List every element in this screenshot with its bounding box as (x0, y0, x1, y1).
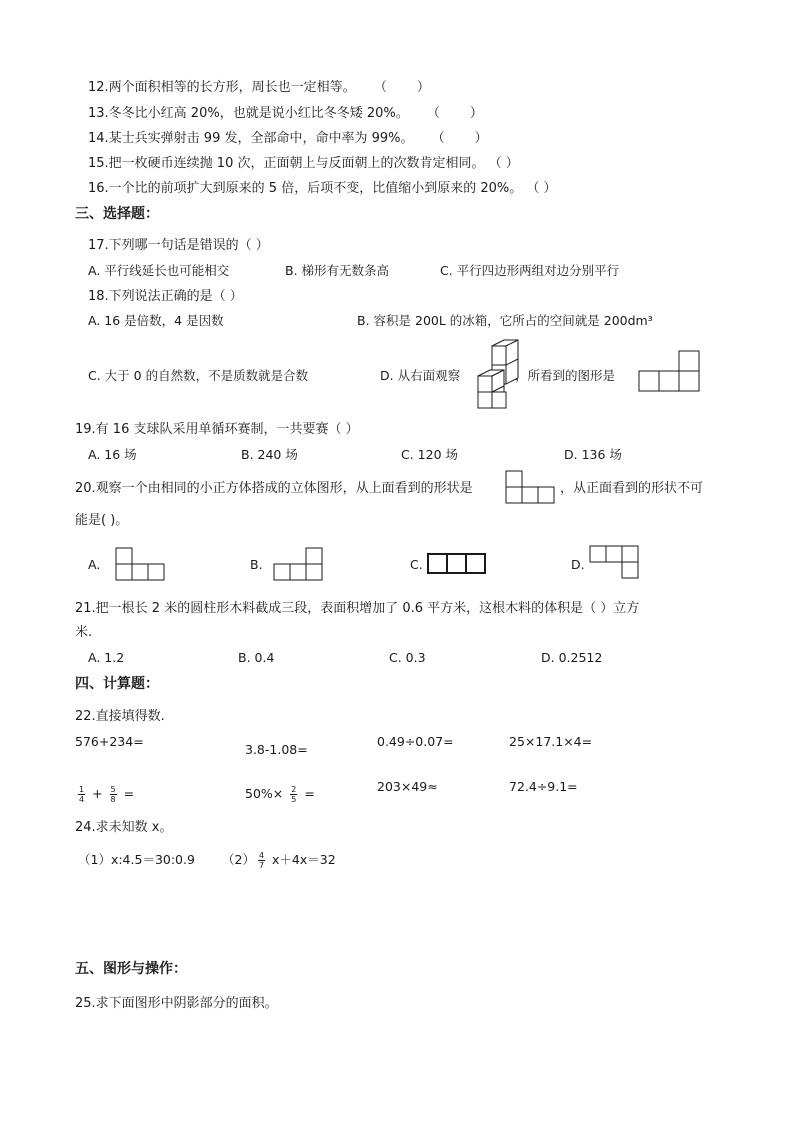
option-a-figure (114, 547, 166, 583)
question-22-stem: 22.直接填得数. (75, 709, 165, 724)
question-14-text: 14.某士兵实弹射击 99 发，全部命中，命中率为 99%。 (88, 131, 414, 146)
answer-paren-close: ） (474, 131, 488, 146)
question-21-option-b: B. 0.4 (238, 650, 275, 665)
calc-expression-4: 25×17.1×4= (509, 734, 593, 749)
fraction-one-quarter: $\frac{1}{4}$ (79, 785, 85, 804)
question-14 (88, 130, 488, 148)
fraction-two-fifths: $\frac{2}{5}$ (291, 785, 297, 804)
question-15 (88, 155, 519, 173)
question-13-text: 13.冬冬比小红高 20%，也就是说小红比冬冬矮 20%。 (88, 106, 409, 121)
question-17-option-b: B. 梯形有无数条高 (285, 263, 390, 278)
section-5-title: 五、图形与操作： (75, 961, 187, 977)
calc-expression-8: 72.4÷9.1= (509, 779, 578, 794)
question-18-stem: 18.下列说法正确的是（ ） (88, 289, 243, 304)
fraction-five-eighths: $\frac{5}{8}$ (110, 785, 116, 804)
calc-expression-5: $\frac{1}{4}$ + $\frac{5}{8}$ = (79, 785, 135, 804)
question-25-stem: 25.求下面图形中阴影部分的面积。 (75, 996, 278, 1011)
question-21-option-a: A. 1.2 (88, 650, 125, 665)
equation-1: （1）x:4.5＝30:0.9 (78, 852, 195, 867)
calc-expression-1: 576+234= (75, 734, 144, 749)
calc-expression-6: 50%× $\frac{2}{5}$ = (245, 785, 315, 804)
question-24-stem: 24.求未知数 x。 (75, 820, 173, 835)
question-19-stem: 19.有 16 支球队采用单循环赛制，一共要赛（ ） (75, 422, 359, 437)
question-20-option-a: A. (88, 557, 101, 572)
section-3-title: 三、选择题： (75, 206, 159, 222)
question-19-option-a: A. 16 场 (88, 447, 137, 462)
question-19-option-c: C. 120 场 (401, 447, 459, 462)
question-20-stem-part2: ，从正面看到的形状不可 (560, 481, 704, 496)
question-12 (88, 79, 430, 97)
calc-expression-2: 3.8-1.08= (245, 742, 308, 757)
answer-paren: （ ） (526, 181, 557, 196)
right-view-figure (637, 350, 701, 396)
question-17-option-c: C. 平行四边形两组对边分别平行 (440, 263, 620, 278)
question-20-option-d: D. (571, 557, 585, 572)
cube-stack-figure (470, 340, 520, 410)
question-16 (88, 180, 557, 198)
question-18-option-d-part2: ，所看到的图形是 (515, 368, 616, 383)
calc-expression-3: 0.49÷0.07= (377, 734, 454, 749)
option-d-figure (588, 545, 640, 581)
answer-paren: （ ） (488, 156, 519, 171)
question-17-option-a: A. 平行线延长也可能相交 (88, 263, 230, 278)
equation-2: （2） $\frac{4}{7}$ x＋4x＝32 (222, 851, 336, 870)
question-15-text: 15.把一枚硬币连续抛 10 次，正面朝上与反面朝上的次数肯定相同。 (88, 156, 485, 171)
question-21-option-d: D. 0.2512 (541, 650, 603, 665)
question-20-stem-part1: 20.观察一个由相同的小正方体搭成的立体图形，从上面看到的形状是 (75, 481, 473, 496)
question-19-option-d: D. 136 场 (564, 447, 622, 462)
question-18-option-b: B. 容积是 200L 的冰箱，它所占的空间就是 200dm³ (357, 313, 653, 328)
answer-paren-open: （ (373, 80, 387, 95)
option-c-figure (426, 553, 488, 575)
question-19-option-b: B. 240 场 (241, 447, 298, 462)
question-16-text: 16.一个比的前项扩大到原来的 5 倍，后项不变，比值缩小到原来的 20%。 (88, 181, 523, 196)
question-18-option-d-part1: D. 从右面观察 (380, 368, 461, 383)
question-17-stem: 17.下列哪一句话是错误的（ ） (88, 238, 269, 253)
answer-paren-close: ） (416, 80, 430, 95)
question-21-stem-part2: 米. (75, 625, 93, 640)
question-21-stem-part1: 21.把一根长 2 米的圆柱形木料截成三段，表面积增加了 0.6 平方米，这根木料的体积是（ ）立方 (75, 601, 640, 616)
question-18-option-a: A. 16 是倍数，4 是因数 (88, 313, 224, 328)
question-18-option-c: C. 大于 0 的自然数，不是质数就是合数 (88, 368, 309, 383)
question-13 (88, 105, 483, 123)
section-4-title: 四、计算题： (75, 676, 159, 692)
question-20-option-c: C. (410, 557, 423, 572)
question-20-option-b: B. (250, 557, 263, 572)
option-b-figure (272, 547, 324, 583)
answer-paren-open: （ (426, 106, 440, 121)
answer-paren-open: （ (431, 131, 445, 146)
calc-expression-7: 203×49≈ (377, 779, 438, 794)
top-view-figure (505, 470, 555, 506)
fraction-four-sevenths: $\frac{4}{7}$ (258, 851, 265, 870)
question-12-text: 12.两个面积相等的长方形，周长也一定相等。 (88, 80, 356, 95)
question-21-option-c: C. 0.3 (389, 650, 426, 665)
answer-paren-close: ） (469, 106, 483, 121)
question-20-stem-part3: 能是( )。 (75, 513, 129, 528)
